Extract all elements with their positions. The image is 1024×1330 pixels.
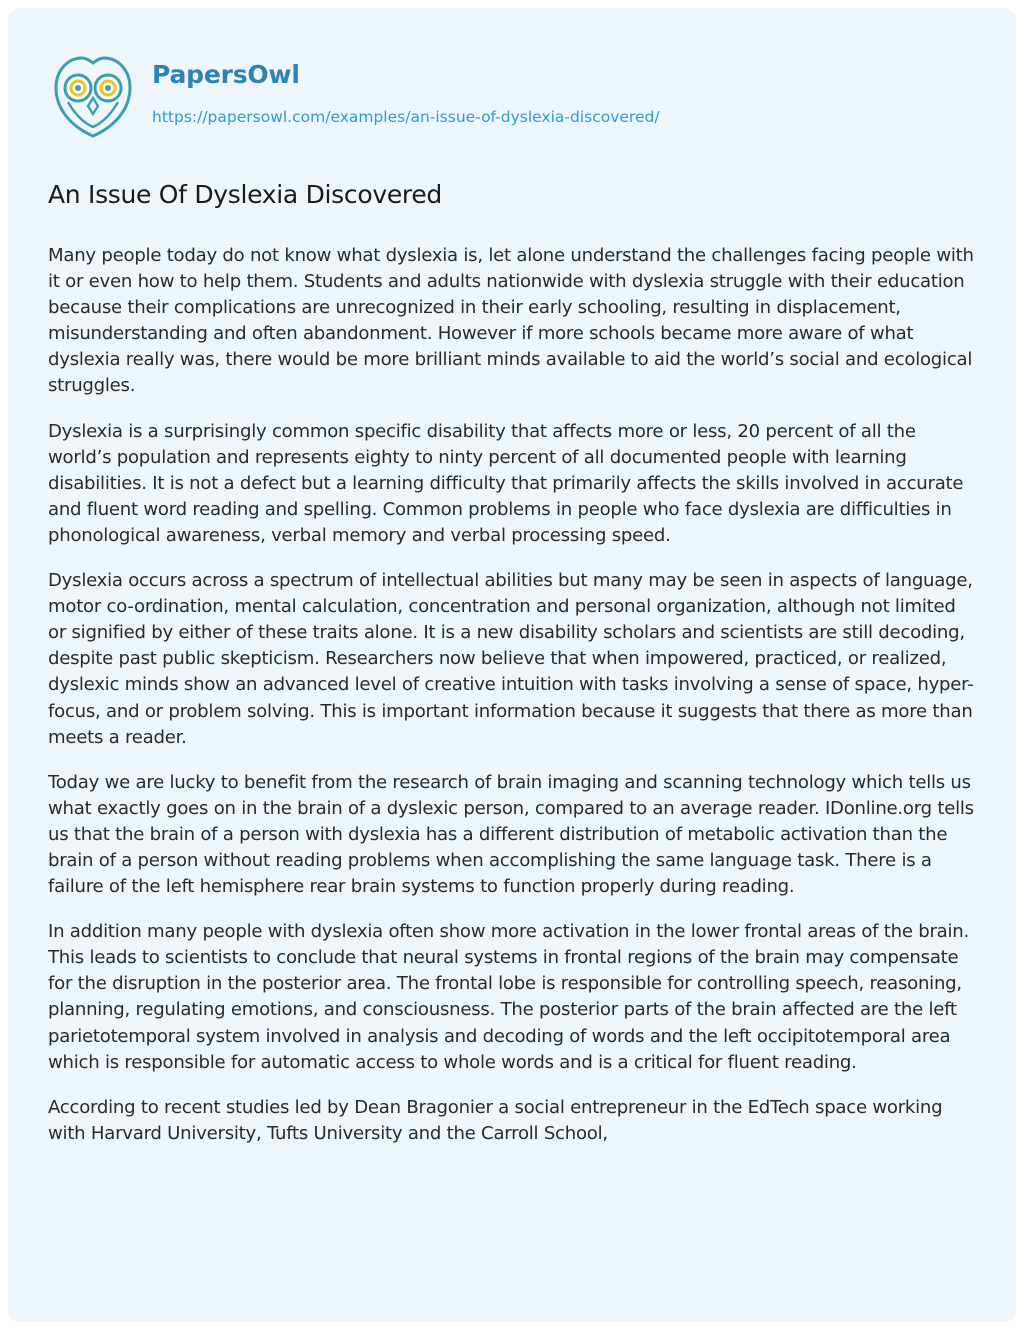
paragraph: Dyslexia is a surprisingly common specific disability that affects more or less, 20 percent of all the world’s population and represents eighty to ninty percent of all documented people with learning disabilities. It is not a defect but a learning difficulty that primarily affects the skills involved in accurate and fluent word reading and spelling. Common problems in people who face dyslexia are difficulties in phonological awareness, verbal memory and verbal processing speed. (48, 420, 964, 546)
site-header (48, 50, 978, 140)
document-title: An Issue Of Dyslexia Discovered (48, 180, 442, 209)
paragraph: In addition many people with dyslexia often show more activation in the lower frontal areas of the brain. This leads to scientists to conclude that neural systems in frontal regions of the brain may compensate for the disruption in the posterior area. The frontal lobe is responsible for controlling speech, reasoning, planning, regulating emotions, and consciousness. The posterior parts of the brain affected are the left parietotemporal system involved in analysis and decoding of words and the left occipitotemporal area which is responsible for automatic access to whole words and is a critical for fluent reading. (48, 921, 970, 1073)
owl-logo-icon[interactable] (48, 50, 138, 140)
paragraph: Dyslexia occurs across a spectrum of intellectual abilities but many may be seen in aspects of language, motor co-ordination, mental calculation, concentration and personal organization, although not limited or signified by either of these traits alone. It is a new disability scholars and scientists are still decoding, despite past public skepticism. Researchers now believe that when impowered, practiced, or realized, dyslexic minds show an advanced level of creative intuition with tasks involving a sense of space, hyper-focus, and or problem solving. This is important information because it suggests that there as more than meets a reader. (48, 570, 974, 748)
paragraph: Today we are lucky to benefit from the research of brain imaging and scanning technology which tells us what exactly goes on in the brain of a dyslexic person, compared to an average reader. IDonline.org tells us that the brain of a person with dyslexia has a different distribution of metabolic activation than the brain of a person without reading problems when accomplishing the same language task. There is a failure of the left hemisphere rear brain systems to function properly during reading. (48, 771, 974, 898)
document-card (8, 8, 1016, 1322)
paragraph: Many people today do not know what dyslexia is, let alone understand the challenges facing people with it or even how to help them. Students and adults nationwide with dyslexia struggle with their education because their complications are unrecognized in their early schooling, resulting in displacement, misunderstanding and often abandonment. However if more schools became more aware of what dyslexia really was, there would be more brilliant minds available to aid the world’s social and ecological struggles. (48, 245, 974, 397)
document-body (48, 243, 978, 1166)
site-brand-name[interactable]: PapersOwl (152, 60, 300, 89)
page-url-link[interactable]: https://papersowl.com/examples/an-issue-of-dyslexia-discovered/ (152, 108, 660, 126)
paragraph: According to recent studies led by Dean Bragonier a social entrepreneur in the EdTech space working with Harvard University, Tufts University and the Carroll School, (48, 1096, 943, 1144)
